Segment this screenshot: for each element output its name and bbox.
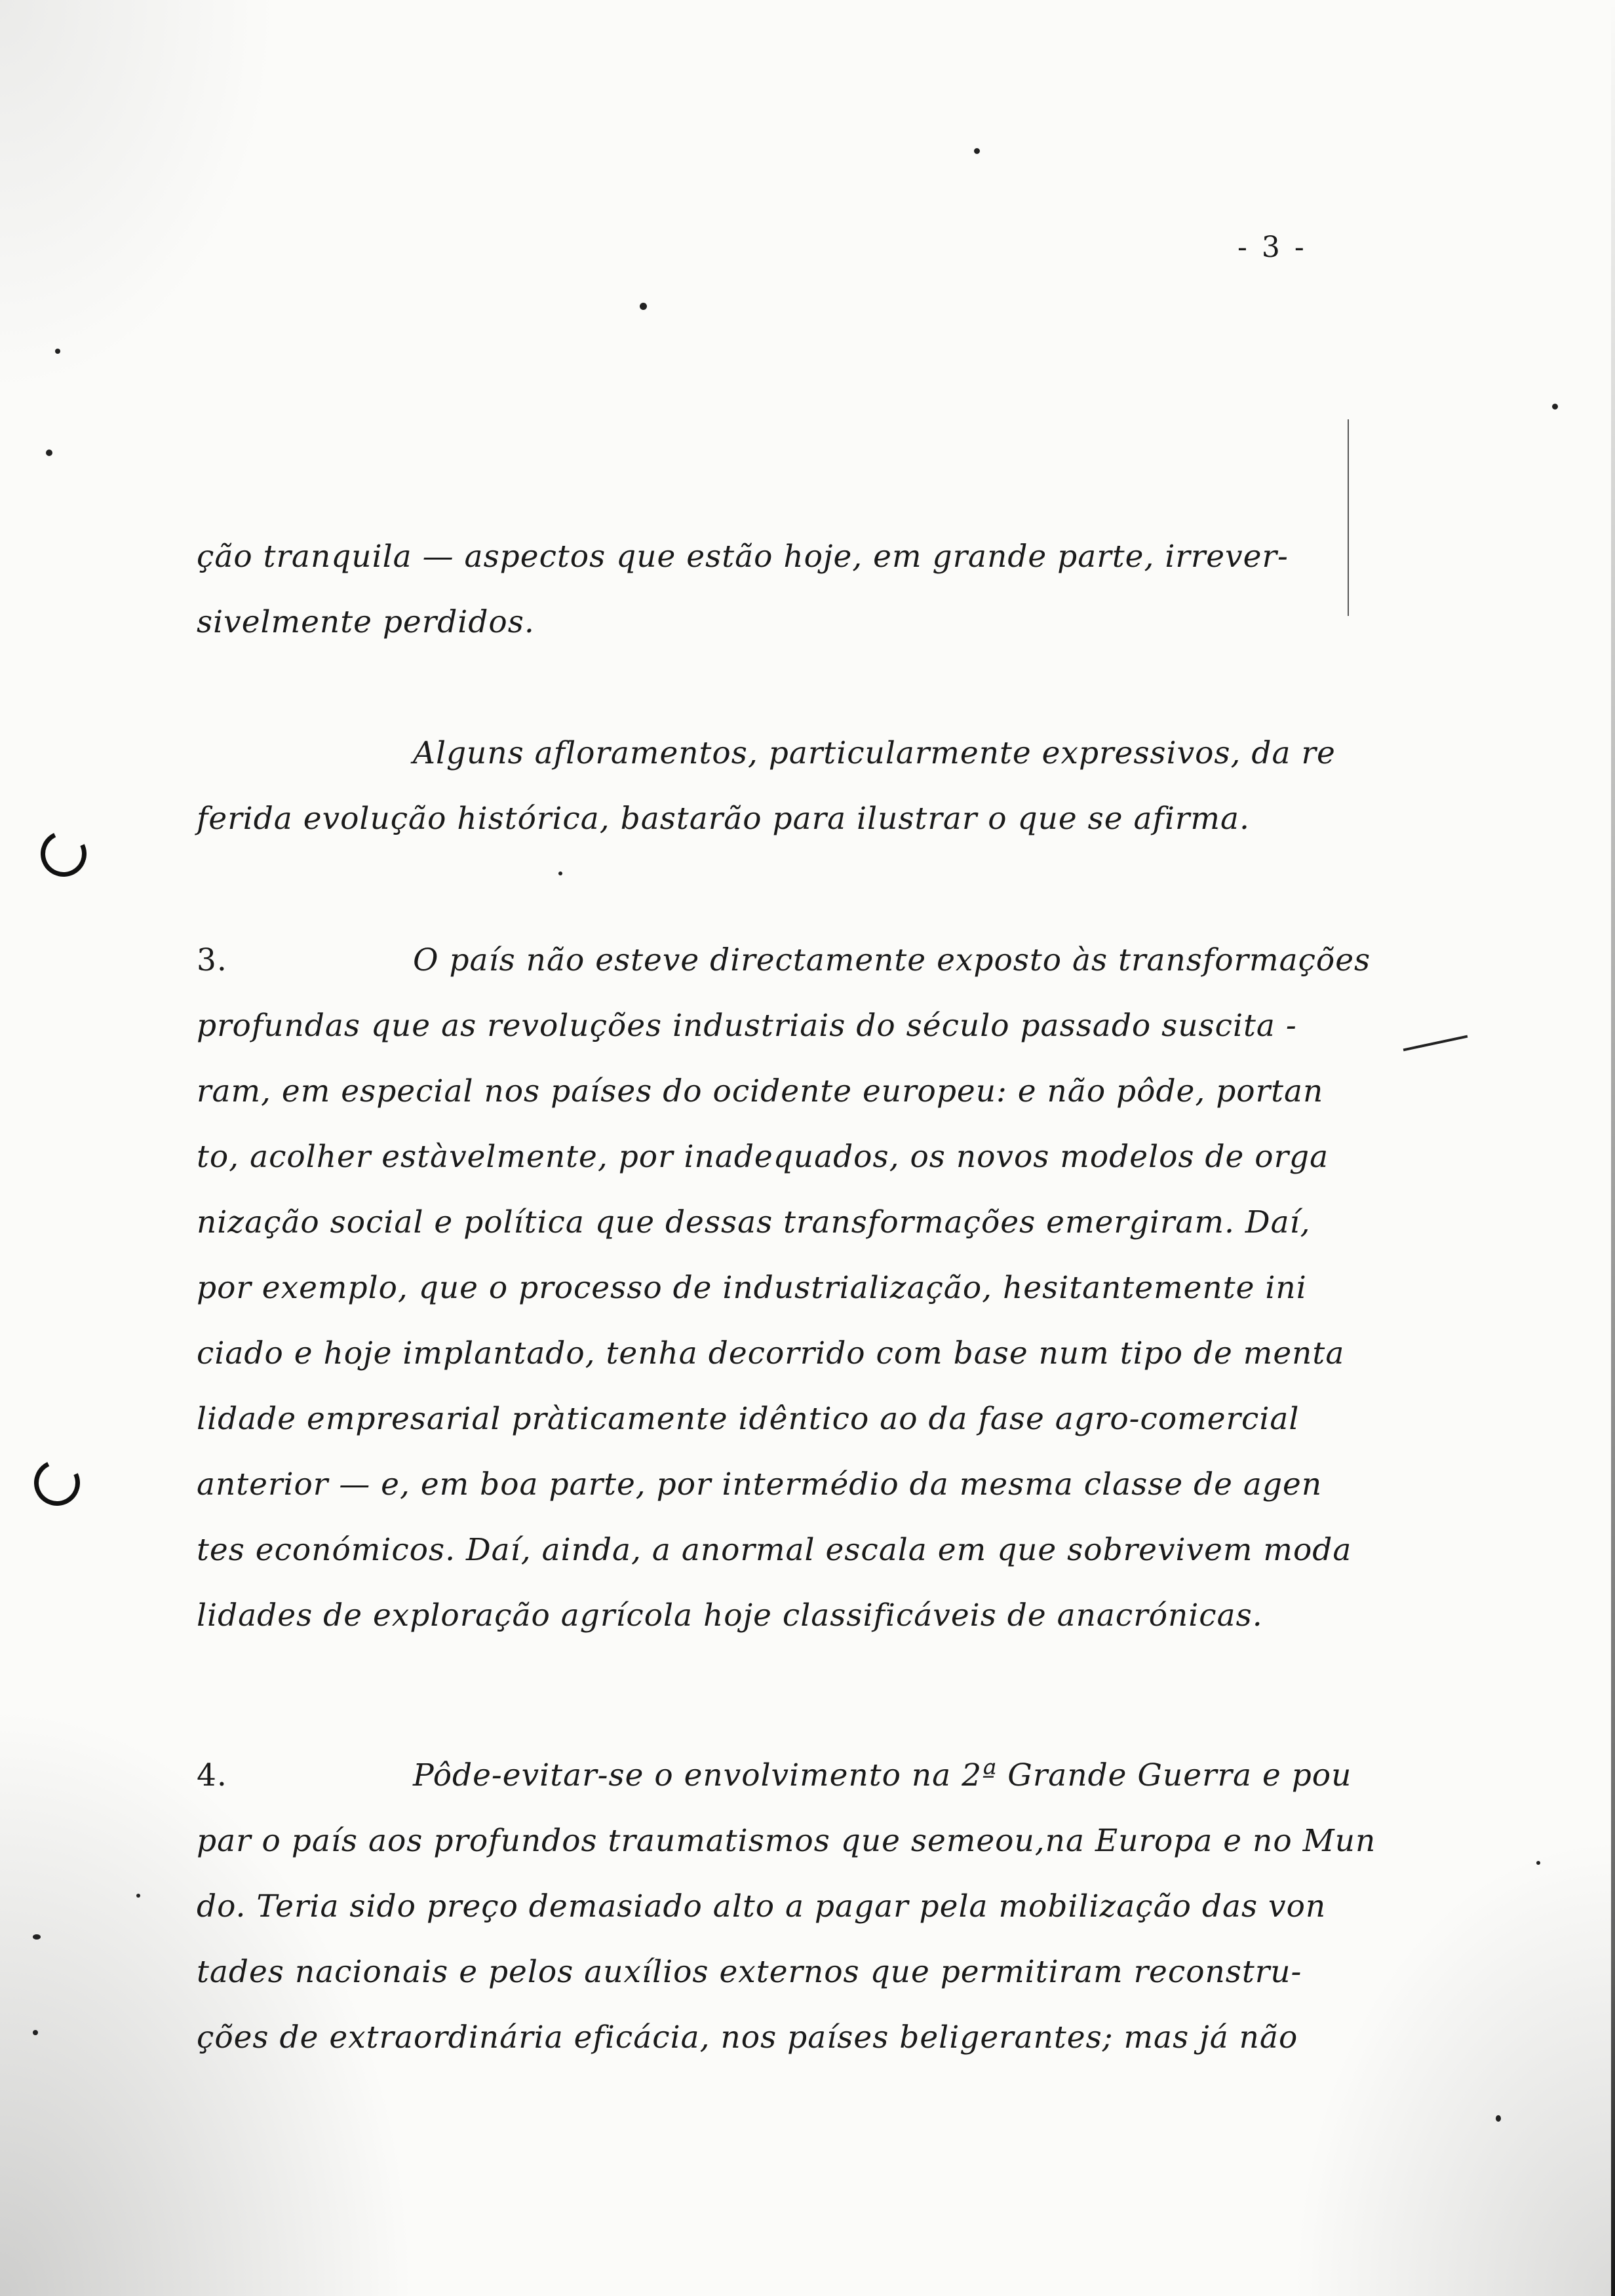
text-line: por exemplo, que o processo de industrialização, hesitantemente ini [197, 1270, 1307, 1306]
paragraph-number: 4. [197, 1757, 227, 1793]
text-line: Pôde-evitar-se o envolvimento na 2ª Grande Guerra e pou [413, 1757, 1352, 1793]
scan-speck [640, 303, 647, 310]
text-line: par o país aos profundos traumatismos que semeou,na Europa e no Mun [197, 1823, 1376, 1859]
paragraph-afloramentos [197, 721, 1337, 852]
margin-mark [1348, 419, 1349, 616]
page-number: - 3 - [1237, 231, 1307, 264]
binder-hole-bottom [28, 1453, 87, 1512]
text-line: lidade empresarial pràticamente idêntico ao da fase agro-comercial [197, 1401, 1300, 1437]
scan-speck [46, 450, 52, 456]
text-line: sivelmente perdidos. [197, 604, 535, 640]
scan-speck [33, 2030, 38, 2035]
scan-speck [33, 1934, 41, 1940]
text-line: ção tranquila — aspectos que estão hoje, em grande parte, irrever- [197, 539, 1289, 575]
scan-speck [558, 871, 562, 875]
scan-speck [1552, 404, 1558, 410]
text-line: ções de extraordinária eficácia, nos países beligerantes; mas já não [197, 2019, 1298, 2056]
scan-speck [974, 148, 980, 154]
text-line: nização social e política que dessas transformações emergiram. Daí, [197, 1204, 1311, 1240]
scan-speck [1536, 1861, 1540, 1865]
text-line: tes económicos. Daí, ainda, a anormal escala em que sobrevivem moda [197, 1532, 1352, 1568]
paragraph-number: 3. [197, 942, 227, 978]
text-line: do. Teria sido preço demasiado alto a pagar pela mobilização das von [197, 1888, 1327, 1924]
text-line: to, acolher estàvelmente, por inadequados, os novos modelos de orga [197, 1139, 1329, 1175]
scan-speck [1496, 2115, 1501, 2122]
text-line: Alguns afloramentos, particularmente expressivos, da re [413, 735, 1336, 771]
scan-edge-shadow [1611, 0, 1615, 2296]
text-line: lidades de exploração agrícola hoje classificáveis de anacrónicas. [197, 1598, 1263, 1634]
text-line: anterior — e, em boa parte, por intermédio da mesma classe de agen [197, 1466, 1323, 1502]
text-line: ferida evolução histórica, bastarão para ilustrar o que se afirma. [197, 801, 1250, 837]
binder-hole-top [34, 824, 93, 883]
text-line: ram, em especial nos países do ocidente europeu: e não pôde, portan [197, 1073, 1324, 1109]
text-line: ciado e hoje implantado, tenha decorrido com base num tipo de menta [197, 1335, 1345, 1371]
text-line: tades nacionais e pelos auxílios externos que permitiram reconstru- [197, 1954, 1302, 1990]
margin-pen-stroke [1403, 1035, 1468, 1052]
scan-speck [136, 1894, 140, 1898]
scan-speck [55, 349, 60, 354]
text-line: profundas que as revoluções industriais do século passado suscita - [197, 1008, 1297, 1044]
numbered-paragraph-3 [197, 928, 1371, 1649]
paragraph-continuation [197, 524, 1337, 655]
numbered-paragraph-4 [197, 1743, 1376, 2071]
text-line: O país não esteve directamente exposto às transformações [413, 942, 1371, 978]
